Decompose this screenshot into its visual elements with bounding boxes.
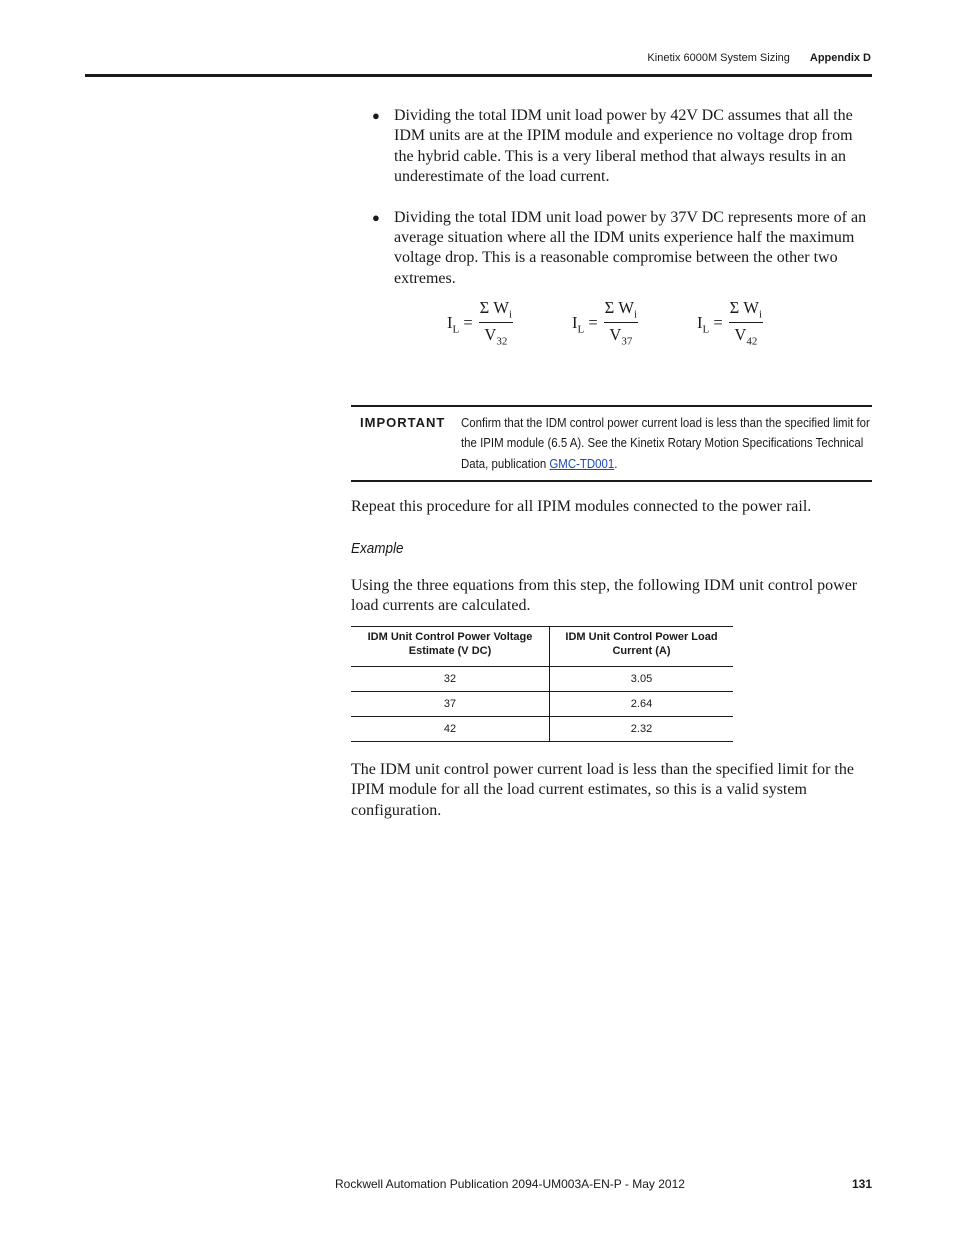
equation-42 xyxy=(697,298,763,348)
repeat-paragraph: Repeat this procedure for all IPIM modules connected to the power rail. xyxy=(351,498,812,515)
table-cell: 2.64 xyxy=(550,692,734,717)
equation-fraction: $\frac{\Sigma W_i}{V_{42}}$ xyxy=(729,298,763,348)
table-header: IDM Unit Control Power Voltage Estimate (V DC) xyxy=(351,627,550,667)
important-notice xyxy=(351,405,872,482)
load-current-table xyxy=(351,626,733,742)
bullet-item xyxy=(372,208,868,290)
example-heading: Example xyxy=(351,540,404,557)
table-row xyxy=(351,717,733,742)
table-header: IDM Unit Control Power Load Current (A) xyxy=(550,627,734,667)
conclusion-paragraph: The IDM unit control power current load is less than the specified limit for the IPIM module for all the load current estimates, so this is a valid system configuration. xyxy=(351,761,854,819)
table-cell: 3.05 xyxy=(550,667,734,692)
table-row xyxy=(351,667,733,692)
table-cell: 37 xyxy=(351,692,550,717)
equation-lhs: $I_L$ = xyxy=(447,312,473,335)
equation-fraction: $\frac{\Sigma W_i}{V_{37}}$ xyxy=(604,298,638,348)
bullet-list xyxy=(372,106,868,309)
important-message: Confirm that the IDM control power current load is less than the specified limit for the IPIM module (6.5 A). See the Kinetix Rotary Motion Specifications Technical Data, publication GMC-TD001. xyxy=(461,415,870,471)
publication-link[interactable]: GMC-TD001 xyxy=(549,455,615,471)
bullet-text: Dividing the total IDM unit load power by 42V DC assumes that all the IDM units are at the IPIM module and experience no voltage drop from the hybrid cable. This is a very liberal method that always results in an underestimate of the load current. xyxy=(394,107,853,186)
equation-fraction: $\frac{\Sigma W_i}{V_{32}}$ xyxy=(479,298,513,348)
example-intro: Using the three equations from this step, the following IDM unit control power load currents are calculated. xyxy=(351,577,858,615)
important-label: IMPORTANT xyxy=(360,415,446,430)
equation-37 xyxy=(572,298,638,348)
table-cell: 32 xyxy=(351,667,550,692)
header-section: Appendix D xyxy=(809,52,871,64)
table-cell: 2.32 xyxy=(550,717,734,742)
bullet-text: Dividing the total IDM unit load power by 37V DC represents more of an average situation where all the IDM units experience half the maximum voltage drop. This is a reasonable compromise between the other two extremes. xyxy=(394,208,867,287)
footer-publication: Rockwell Automation Publication 2094-UM003A-EN-P - May 2012 xyxy=(335,1177,685,1191)
table-header-row xyxy=(351,627,733,667)
page-number: 131 xyxy=(851,1177,872,1191)
page-header xyxy=(647,52,871,64)
bullet-item xyxy=(372,106,868,188)
bullet-dot: ● xyxy=(372,209,380,225)
equation-32 xyxy=(447,298,513,348)
header-title: Kinetix 6000M System Sizing xyxy=(647,52,790,64)
table-row xyxy=(351,692,733,717)
bullet-dot: ● xyxy=(372,108,380,123)
equation-row xyxy=(447,298,787,358)
equation-lhs: $I_L$ = xyxy=(572,312,598,335)
table-cell: 42 xyxy=(351,717,550,742)
header-rule xyxy=(85,74,872,77)
equation-lhs: $I_L$ = xyxy=(697,312,723,335)
